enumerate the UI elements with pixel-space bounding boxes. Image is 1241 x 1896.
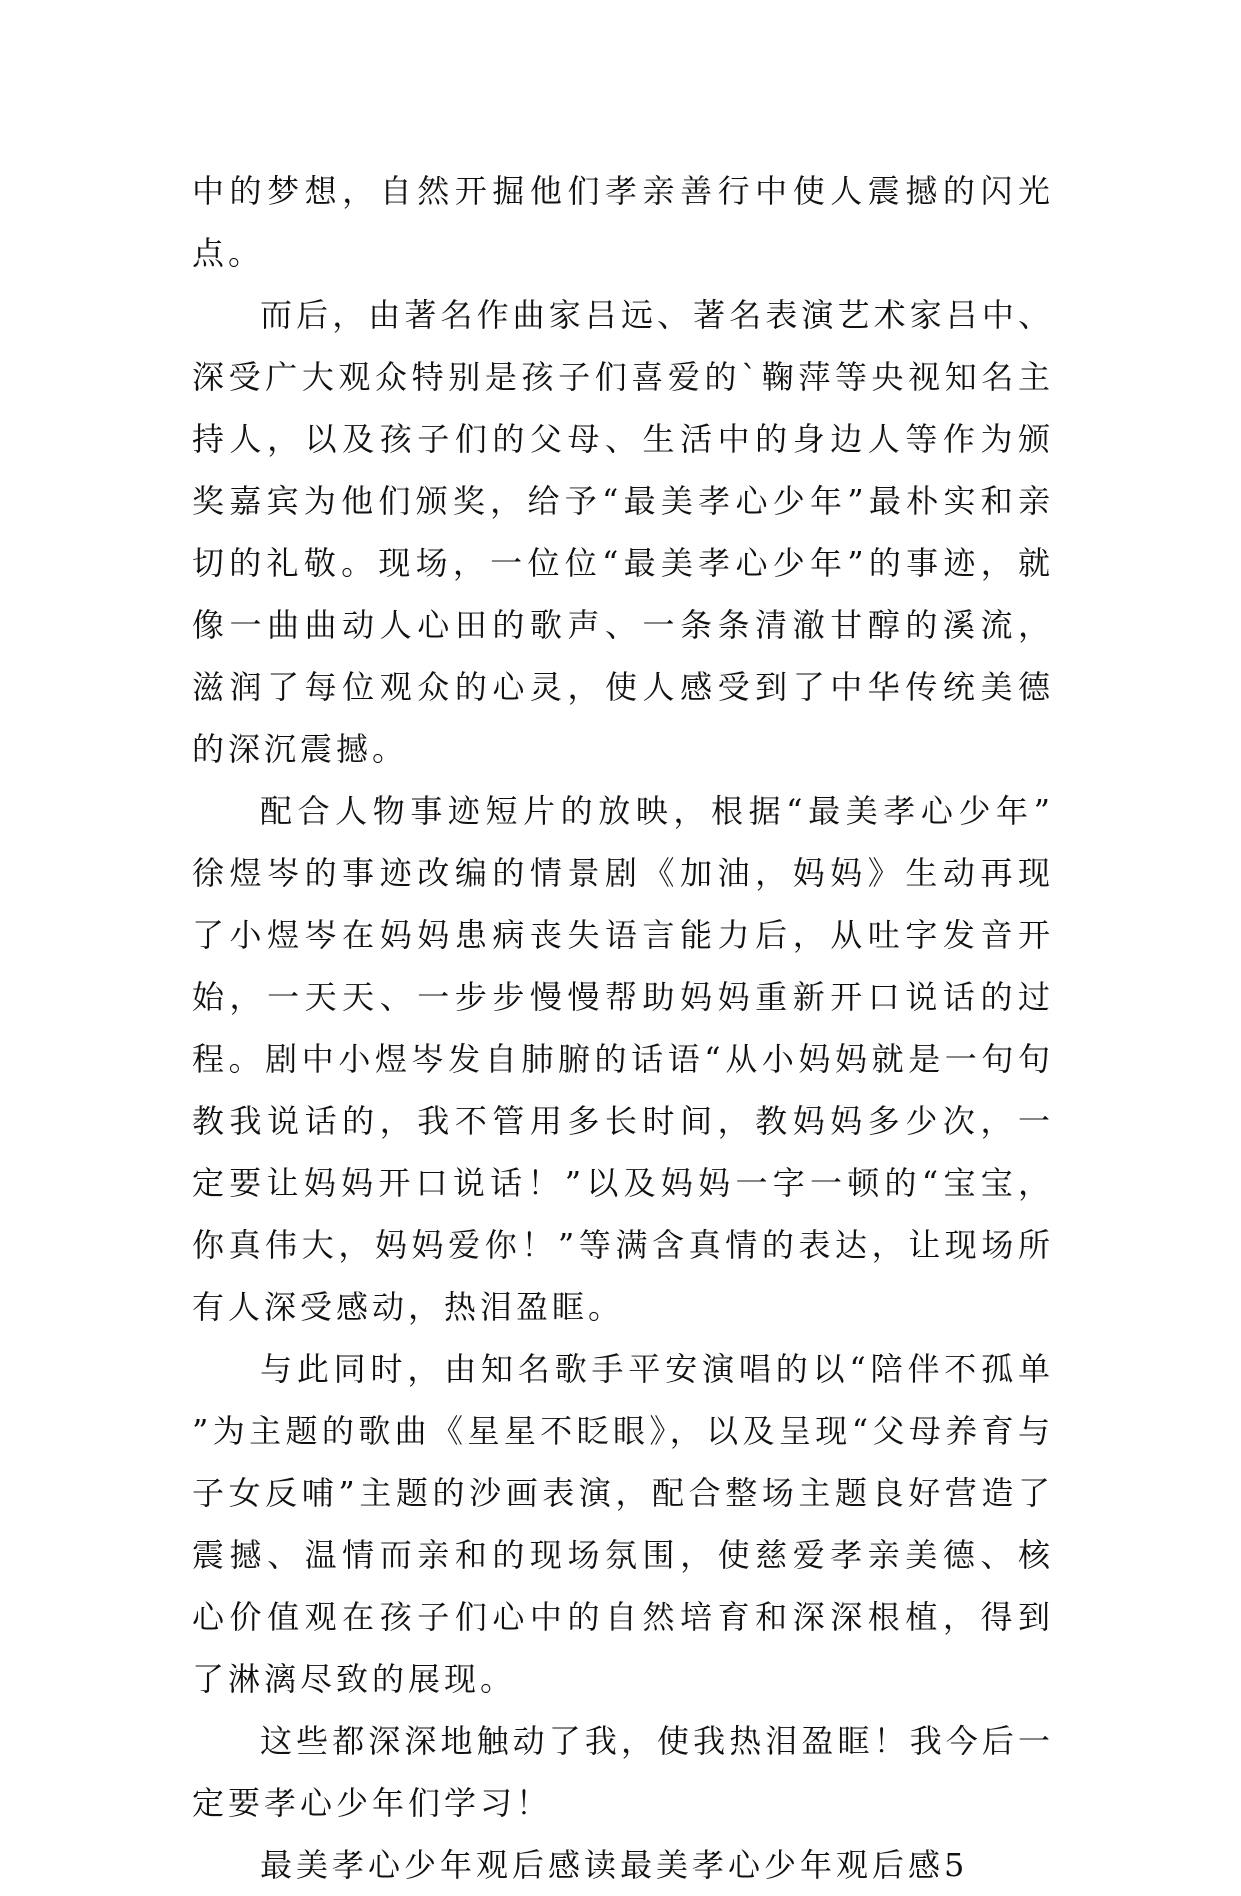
paragraph-award-ceremony: 而后，由著名作曲家吕远、著名表演艺术家吕中、深受广大观众特别是孩子们喜爱的`鞠萍等央视知名主持人，以及孩子们的父母、生活中的身边人等作为颁奖嘉宾为他们颁奖，给予“最美孝心少年”最朴实和亲切的礼敬。现场，一位位“最美孝心少年”的事迹，就像一曲曲动人心田的歌声、一条条清澈甘醇的溪流，滋润了每位观众的心灵，使人感受到了中华传统美德的深沉震撼。 xyxy=(192,296,1054,768)
next-section-title: 最美孝心少年观后感读最美孝心少年观后感5 xyxy=(260,1846,969,1884)
paragraph-drama: 配合人物事迹短片的放映，根据“最美孝心少年”徐煜岑的事迹改编的情景剧《加油，妈妈》生动再现了小煜岑在妈妈患病丧失语言能力后，从吐字发音开始，一天天、一步步慢慢帮助妈妈重新开口说话的过程。剧中小煜岑发自肺腑的话语“从小妈妈就是一句句教我说话的，我不管用多长时间，教妈妈多少次，一定要让妈妈开口说话！”以及妈妈一字一顿的“宝宝，你真伟大，妈妈爱你！”等满含真情的表达，让现场所有人深受感动，热泪盈眶。 xyxy=(192,792,1054,1326)
document-page xyxy=(192,160,1054,1884)
paragraph-conclusion: 这些都深深地触动了我，使我热泪盈眶！我今后一定要孝心少年们学习！ xyxy=(192,1722,1054,1822)
paragraph-continuation: 中的梦想，自然开掘他们孝亲善行中使人震撼的闪光点。 xyxy=(192,172,1054,272)
paragraph-performances: 与此同时，由知名歌手平安演唱的以“陪伴不孤单”为主题的歌曲《星星不眨眼》，以及呈现“父母养育与子女反哺”主题的沙画表演，配合整场主题良好营造了震撼、温情而亲和的现场氛围，使慈爱孝亲美德、核心价值观在孩子们心中的自然培育和深深根植，得到了淋漓尽致的展现。 xyxy=(192,1350,1054,1698)
